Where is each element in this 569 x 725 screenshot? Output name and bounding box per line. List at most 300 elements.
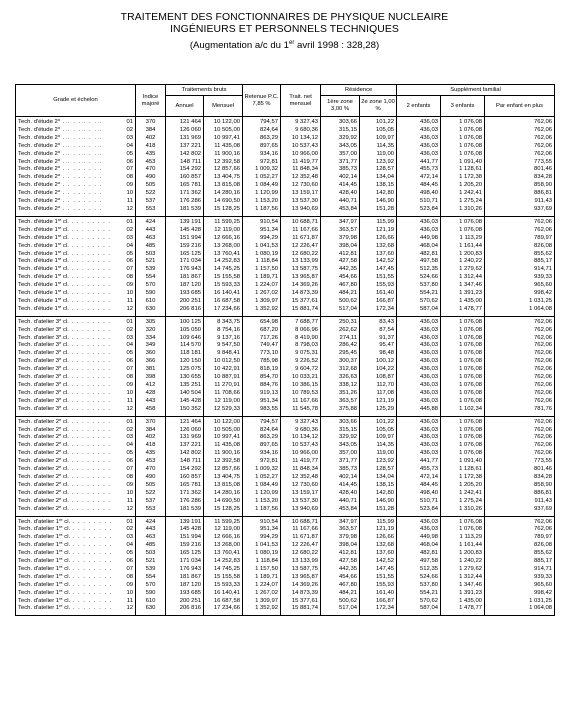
cell-annuel: 145 428 [166, 227, 204, 235]
cell-trait-net: 12 352,48 [281, 474, 321, 482]
cell-retenue: 1 084,49 [243, 482, 281, 490]
cell-zone1: 338,12 [321, 382, 360, 390]
cell-enfants-3: 1 478,77 [441, 605, 485, 613]
cell-par-enfant: 773,55 [485, 458, 555, 466]
cell-zone1: 250,31 [321, 319, 360, 327]
cell-retenue: 1 187,56 [243, 206, 281, 214]
cell-zone2: 151,55 [360, 574, 397, 582]
cell-indice: 435 [136, 450, 166, 458]
grade-label: Tech. d'étude 2$^d$ . . . . . . . . [16, 119, 122, 127]
cell-trait-net: 14 873,39 [281, 590, 321, 598]
cell-enfants-2: 436,03 [397, 434, 441, 442]
cell-echelon: 09 [122, 182, 136, 190]
cell-mensuel: 15 155,58 [204, 274, 243, 282]
grade-label: Tech. d'atelier 2e cl. . . . . . . . . [16, 419, 122, 427]
cell-echelon: 07 [122, 566, 136, 574]
cell-zone2: 172,34 [360, 306, 397, 314]
cell-trait-net: 13 940,69 [281, 506, 321, 514]
cell-indice: 521 [136, 258, 166, 266]
cell-echelon: 01 [122, 219, 136, 227]
grade-label: Tech. d'étude 2$^d$ . . . . . . . . [16, 198, 122, 206]
cell-enfants-3: 1 128,61 [441, 166, 485, 174]
cell-zone1: 412,81 [321, 251, 360, 259]
cell-annuel: 145 428 [166, 526, 204, 534]
cell-par-enfant: 834,28 [485, 174, 555, 182]
cell-enfants-3: 1 076,08 [441, 442, 485, 450]
cell-retenue: 1 187,56 [243, 506, 281, 514]
cell-zone1: 440,71 [321, 498, 360, 506]
cell-retenue: 773,10 [243, 350, 281, 358]
cell-trait-net: 10 789,53 [281, 390, 321, 398]
grade-group [16, 216, 555, 316]
cell-echelon: 12 [122, 206, 136, 214]
cell-mensuel: 13 268,00 [204, 542, 243, 550]
cell-zone2: 100,12 [360, 358, 397, 366]
cell-zone1: 363,57 [321, 227, 360, 235]
cell-trait-net: 10 537,43 [281, 442, 321, 450]
cell-zone1: 286,42 [321, 342, 360, 350]
cell-annuel: 160 857 [166, 174, 204, 182]
cell-enfants-2: 512,35 [397, 266, 441, 274]
table-row [16, 243, 555, 251]
cell-trait-net: 12 226,47 [281, 243, 321, 251]
cell-enfants-3: 1 205,20 [441, 182, 485, 190]
cell-echelon: 04 [122, 143, 136, 151]
cell-zone2: 146,90 [360, 498, 397, 506]
table-row [16, 190, 555, 198]
cell-retenue: 863,29 [243, 135, 281, 143]
grade-label: Tech. d'atelier 1re cl. . . . . . . . . [16, 550, 122, 558]
cell-mensuel: 12 392,58 [204, 458, 243, 466]
cell-par-enfant: 762,06 [485, 398, 555, 406]
cell-trait-net: 10 688,71 [281, 519, 321, 527]
cell-par-enfant: 762,06 [485, 434, 555, 442]
cell-mensuel: 11 900,16 [204, 151, 243, 159]
cell-indice: 485 [136, 542, 166, 550]
cell-enfants-2: 482,81 [397, 251, 441, 259]
table-row [16, 342, 555, 350]
cell-par-enfant: 762,06 [485, 442, 555, 450]
cell-retenue: 1 153,20 [243, 498, 281, 506]
cell-par-enfant: 939,33 [485, 574, 555, 582]
cell-trait-net: 8 419,90 [281, 335, 321, 343]
cell-retenue: 818,19 [243, 366, 281, 374]
table-row [16, 206, 555, 214]
cell-mensuel: 11 708,66 [204, 390, 243, 398]
cell-par-enfant: 762,06 [485, 526, 555, 534]
cell-indice: 305 [136, 319, 166, 327]
cell-retenue: 884,76 [243, 382, 281, 390]
cell-enfants-2: 436,03 [397, 366, 441, 374]
cell-retenue: 687,20 [243, 327, 281, 335]
cell-enfants-2: 441,77 [397, 458, 441, 466]
cell-trait-net: 10 688,71 [281, 219, 321, 227]
cell-mensuel: 15 593,33 [204, 282, 243, 290]
cell-par-enfant: 781,76 [485, 406, 555, 414]
cell-enfants-3: 1 113,29 [441, 235, 485, 243]
cell-zone2: 146,90 [360, 198, 397, 206]
cell-par-enfant: 834,28 [485, 474, 555, 482]
cell-par-enfant: 885,17 [485, 558, 555, 566]
cell-echelon: 06 [122, 159, 136, 167]
header-zone1: 1ère zone 3,00 % [321, 96, 360, 117]
cell-enfants-2: 484,45 [397, 482, 441, 490]
table-row [16, 419, 555, 427]
cell-enfants-3: 1 312,44 [441, 574, 485, 582]
cell-zone2: 112,70 [360, 382, 397, 390]
table-row [16, 550, 555, 558]
cell-enfants-3: 1 076,08 [441, 327, 485, 335]
cell-echelon: 09 [122, 382, 136, 390]
cell-enfants-3: 1 435,00 [441, 598, 485, 606]
grade-label: Tech. d'atelier 3e cl. . . . . . . . . [16, 382, 122, 390]
cell-zone2: 105,05 [360, 427, 397, 435]
cell-enfants-2: 436,03 [397, 335, 441, 343]
cell-retenue: 951,34 [243, 526, 281, 534]
cell-enfants-2: 436,03 [397, 374, 441, 382]
cell-enfants-3: 1 161,44 [441, 243, 485, 251]
cell-enfants-2: 436,03 [397, 390, 441, 398]
cell-zone1: 517,04 [321, 605, 360, 613]
cell-par-enfant: 762,06 [485, 143, 555, 151]
cell-annuel: 159 216 [166, 542, 204, 550]
cell-trait-net: 10 386,15 [281, 382, 321, 390]
cell-enfants-3: 1 076,08 [441, 434, 485, 442]
cell-par-enfant: 914,71 [485, 566, 555, 574]
cell-indice: 554 [136, 574, 166, 582]
cell-mensuel: 10 997,41 [204, 434, 243, 442]
cell-zone1: 312,68 [321, 366, 360, 374]
cell-echelon: 02 [122, 227, 136, 235]
cell-indice: 554 [136, 274, 166, 282]
cell-annuel: 148 711 [166, 458, 204, 466]
cell-zone1: 467,80 [321, 282, 360, 290]
cell-indice: 424 [136, 219, 166, 227]
cell-echelon: 12 [122, 306, 136, 314]
cell-echelon: 03 [122, 235, 136, 243]
cell-echelon: 12 [122, 605, 136, 613]
cell-echelon: 03 [122, 534, 136, 542]
cell-retenue: 749,47 [243, 342, 281, 350]
cell-annuel: 176 286 [166, 198, 204, 206]
cell-indice: 590 [136, 590, 166, 598]
cell-mensuel: 10 887,91 [204, 374, 243, 382]
table-row [16, 534, 555, 542]
header-residence: Résidence [321, 85, 397, 96]
table-row [16, 406, 555, 414]
cell-indice: 424 [136, 519, 166, 527]
cell-mensuel: 9 848,41 [204, 350, 243, 358]
cell-annuel: 125 075 [166, 366, 204, 374]
cell-annuel: 109 646 [166, 335, 204, 343]
cell-zone2: 138,15 [360, 182, 397, 190]
cell-echelon: 02 [122, 127, 136, 135]
grade-label: Tech. d'atelier 2e cl. . . . . . . . . [16, 506, 122, 514]
cell-par-enfant: 998,42 [485, 290, 555, 298]
cell-zone1: 467,80 [321, 582, 360, 590]
cell-enfants-3: 1 076,08 [441, 335, 485, 343]
cell-mensuel: 11 435,08 [204, 442, 243, 450]
cell-enfants-2: 436,03 [397, 227, 441, 235]
cell-echelon: 11 [122, 398, 136, 406]
grade-label: Tech. d'atelier 3e cl. . . . . . . . . [16, 335, 122, 343]
cell-indice: 443 [136, 526, 166, 534]
cell-mensuel: 17 234,66 [204, 605, 243, 613]
cell-annuel: 139 191 [166, 519, 204, 527]
cell-trait-net: 14 369,26 [281, 282, 321, 290]
cell-annuel: 176 943 [166, 266, 204, 274]
cell-retenue: 934,16 [243, 450, 281, 458]
cell-echelon: 05 [122, 450, 136, 458]
cell-zone1: 385,73 [321, 166, 360, 174]
cell-annuel: 159 216 [166, 243, 204, 251]
table-row [16, 258, 555, 266]
table-row [16, 151, 555, 159]
cell-enfants-3: 1 076,08 [441, 419, 485, 427]
cell-retenue: 1 120,99 [243, 490, 281, 498]
cell-enfants-2: 436,03 [397, 327, 441, 335]
cell-annuel: 121 464 [166, 419, 204, 427]
cell-indice: 503 [136, 550, 166, 558]
cell-enfants-2: 455,73 [397, 466, 441, 474]
cell-par-enfant: 911,43 [485, 498, 555, 506]
cell-mensuel: 11 435,08 [204, 143, 243, 151]
cell-enfants-3: 1 076,08 [441, 526, 485, 534]
table-row [16, 390, 555, 398]
cell-zone2: 101,22 [360, 119, 397, 127]
cell-zone2: 147,45 [360, 566, 397, 574]
cell-trait-net: 15 881,74 [281, 306, 321, 314]
cell-annuel: 150 352 [166, 406, 204, 414]
cell-retenue: 1 118,84 [243, 558, 281, 566]
cell-trait-net: 10 966,00 [281, 450, 321, 458]
cell-zone2: 95,47 [360, 342, 397, 350]
cell-mensuel: 12 666,16 [204, 235, 243, 243]
cell-par-enfant: 801,46 [485, 466, 555, 474]
cell-mensuel: 12 857,66 [204, 166, 243, 174]
grade-label: Tech. d'atelier 3e cl. . . . . . . . . [16, 350, 122, 358]
cell-enfants-3: 1 279,62 [441, 566, 485, 574]
cell-par-enfant: 789,97 [485, 235, 555, 243]
document-header [0, 12, 569, 52]
cell-annuel: 206 816 [166, 605, 204, 613]
cell-zone1: 500,62 [321, 598, 360, 606]
cell-zone1: 427,58 [321, 258, 360, 266]
table-row [16, 506, 555, 514]
cell-annuel: 105 050 [166, 327, 204, 335]
grade-label: Tech. d'étude 2$^d$ . . . . . . . . [16, 143, 122, 151]
cell-enfants-2: 523,84 [397, 206, 441, 214]
grade-label: Tech. d'atelier 1re cl. . . . . . . . . [16, 605, 122, 613]
cell-echelon: 06 [122, 258, 136, 266]
cell-zone1: 300,37 [321, 358, 360, 366]
cell-enfants-3: 1 240,22 [441, 558, 485, 566]
cell-retenue: 1 224,07 [243, 582, 281, 590]
cell-mensuel: 12 857,66 [204, 466, 243, 474]
cell-enfants-2: 587,04 [397, 306, 441, 314]
cell-echelon: 08 [122, 174, 136, 182]
cell-mensuel: 14 745,25 [204, 566, 243, 574]
cell-enfants-3: 1 242,41 [441, 190, 485, 198]
grade-label: Tech. d'atelier 3e cl. . . . . . . . . [16, 390, 122, 398]
table-row [16, 227, 555, 235]
cell-enfants-3: 1 310,26 [441, 506, 485, 514]
cell-zone2: 101,22 [360, 419, 397, 427]
cell-annuel: 187 120 [166, 282, 204, 290]
cell-echelon: 10 [122, 390, 136, 398]
cell-trait-net: 9 327,43 [281, 119, 321, 127]
table-row [16, 450, 555, 458]
cell-par-enfant: 762,06 [485, 151, 555, 159]
cell-retenue: 1 352,92 [243, 605, 281, 613]
cell-annuel: 171 034 [166, 558, 204, 566]
cell-mensuel: 15 128,25 [204, 506, 243, 514]
grade-label: Tech. d'atelier 1re cl. . . . . . . . . [16, 526, 122, 534]
cell-zone2: 134,04 [360, 474, 397, 482]
cell-enfants-3: 1 347,46 [441, 582, 485, 590]
cell-echelon: 07 [122, 466, 136, 474]
cell-mensuel: 16 140,41 [204, 590, 243, 598]
cell-enfants-2: 436,03 [397, 143, 441, 151]
cell-mensuel: 10 422,91 [204, 366, 243, 374]
cell-enfants-3: 1 076,08 [441, 427, 485, 435]
cell-indice: 384 [136, 427, 166, 435]
cell-enfants-2: 436,03 [397, 427, 441, 435]
cell-annuel: 200 251 [166, 298, 204, 306]
grade-label: Tech. d'étude 2$^d$ . . . . . . . . [16, 159, 122, 167]
cell-trait-net: 12 730,60 [281, 482, 321, 490]
cell-zone1: 379,98 [321, 534, 360, 542]
cell-zone2: 121,19 [360, 227, 397, 235]
cell-zone1: 329,92 [321, 135, 360, 143]
grade-label: Tech. d'atelier 3e cl. . . . . . . . . [16, 327, 122, 335]
cell-zone1: 375,88 [321, 406, 360, 414]
cell-par-enfant: 937,69 [485, 506, 555, 514]
cell-enfants-2: 436,03 [397, 119, 441, 127]
header-3-enfants: 3 enfants [441, 96, 485, 117]
cell-retenue: 1 157,50 [243, 266, 281, 274]
cell-zone1: 414,45 [321, 182, 360, 190]
cell-par-enfant: 855,62 [485, 251, 555, 259]
cell-enfants-2: 445,88 [397, 406, 441, 414]
cell-par-enfant: 886,81 [485, 190, 555, 198]
cell-echelon: 06 [122, 358, 136, 366]
cell-indice: 428 [136, 390, 166, 398]
salary-table [15, 84, 555, 616]
cell-enfants-3: 1 205,20 [441, 482, 485, 490]
cell-echelon: 06 [122, 558, 136, 566]
cell-indice: 418 [136, 442, 166, 450]
grade-label: Tech. d'étude 2$^d$ . . . . . . . . [16, 127, 122, 135]
grade-label: Tech. d'étude 1re cl. . . . . . . . . [16, 219, 122, 227]
cell-mensuel: 12 119,00 [204, 526, 243, 534]
cell-enfants-3: 1 240,22 [441, 258, 485, 266]
table-row [16, 434, 555, 442]
cell-retenue: 1 041,53 [243, 542, 281, 550]
cell-par-enfant: 885,17 [485, 258, 555, 266]
cell-mensuel: 13 268,00 [204, 243, 243, 251]
cell-par-enfant: 801,46 [485, 166, 555, 174]
cell-annuel: 100 125 [166, 319, 204, 327]
cell-zone1: 517,04 [321, 306, 360, 314]
grade-label: Tech. d'étude 1re cl. . . . . . . . . [16, 290, 122, 298]
cell-zone1: 295,45 [321, 350, 360, 358]
cell-zone2: 119,00 [360, 151, 397, 159]
cell-zone1: 379,98 [321, 235, 360, 243]
cell-trait-net: 11 167,66 [281, 227, 321, 235]
cell-annuel: 142 802 [166, 151, 204, 159]
cell-trait-net: 13 587,75 [281, 566, 321, 574]
table-row [16, 574, 555, 582]
cell-echelon: 12 [122, 406, 136, 414]
table-row [16, 298, 555, 306]
cell-enfants-2: 537,80 [397, 282, 441, 290]
cell-retenue: 1 189,71 [243, 274, 281, 282]
cell-enfants-2: 537,80 [397, 582, 441, 590]
grade-label: Tech. d'atelier 3e cl. . . . . . . . . [16, 366, 122, 374]
cell-retenue: 1 080,19 [243, 550, 281, 558]
cell-enfants-3: 1 076,08 [441, 350, 485, 358]
cell-par-enfant: 762,06 [485, 335, 555, 343]
cell-echelon: 03 [122, 335, 136, 343]
table-row [16, 374, 555, 382]
header-supplement: Supplément familial [397, 85, 555, 96]
cell-retenue: 934,16 [243, 151, 281, 159]
cell-zone1: 440,71 [321, 198, 360, 206]
cell-retenue: 1 118,84 [243, 258, 281, 266]
cell-indice: 539 [136, 266, 166, 274]
table-row [16, 143, 555, 151]
grade-label: Tech. d'étude 1re cl. . . . . . . . . [16, 274, 122, 282]
cell-trait-net: 13 587,75 [281, 266, 321, 274]
cell-retenue: 1 009,32 [243, 466, 281, 474]
cell-zone2: 137,60 [360, 550, 397, 558]
cell-annuel: 118 181 [166, 350, 204, 358]
cell-echelon: 01 [122, 519, 136, 527]
cell-echelon: 04 [122, 442, 136, 450]
cell-enfants-3: 1 435,00 [441, 298, 485, 306]
cell-echelon: 04 [122, 243, 136, 251]
cell-zone2: 109,97 [360, 135, 397, 143]
cell-indice: 398 [136, 374, 166, 382]
cell-zone1: 363,57 [321, 526, 360, 534]
grade-label: Tech. d'étude 2$^d$ . . . . . . . . [16, 135, 122, 143]
table-row [16, 558, 555, 566]
cell-trait-net: 9 680,36 [281, 127, 321, 135]
cell-retenue: 1 041,53 [243, 243, 281, 251]
cell-indice: 553 [136, 506, 166, 514]
cell-enfants-2: 498,40 [397, 490, 441, 498]
cell-retenue: 951,34 [243, 398, 281, 406]
cell-indice: 570 [136, 282, 166, 290]
header-mensuel: Mensuel [204, 96, 243, 117]
grade-label: Tech. d'étude 1re cl. . . . . . . . . [16, 282, 122, 290]
cell-zone1: 412,81 [321, 550, 360, 558]
cell-annuel: 200 251 [166, 598, 204, 606]
cell-indice: 522 [136, 190, 166, 198]
cell-annuel: 181 539 [166, 506, 204, 514]
cell-mensuel: 16 140,41 [204, 290, 243, 298]
grade-label: Tech. d'étude 1re cl. . . . . . . . . [16, 298, 122, 306]
cell-trait-net: 13 537,30 [281, 498, 321, 506]
table-row [16, 490, 555, 498]
cell-enfants-3: 1 161,44 [441, 542, 485, 550]
cell-enfants-3: 1 091,40 [441, 159, 485, 167]
grade-label: Tech. d'atelier 3e cl. . . . . . . . . [16, 406, 122, 414]
grade-group [16, 416, 555, 516]
cell-echelon: 02 [122, 427, 136, 435]
cell-enfants-3: 1 113,29 [441, 534, 485, 542]
